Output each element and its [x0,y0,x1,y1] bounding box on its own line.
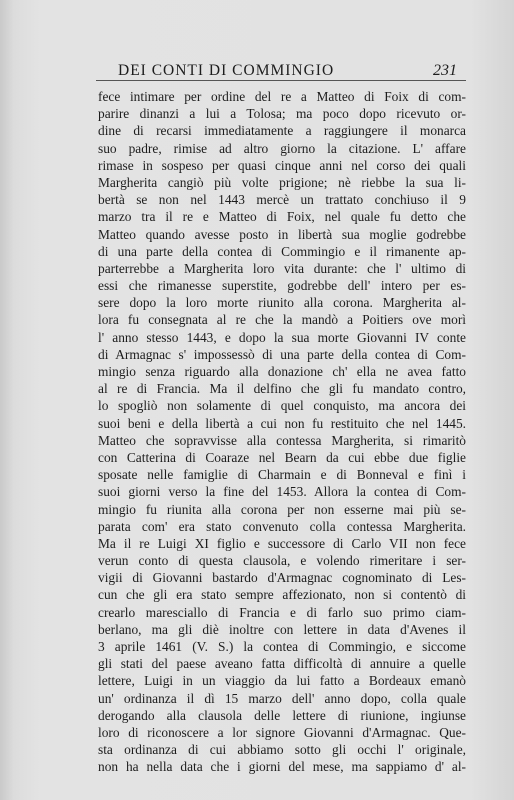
text-line: suoi giorni verso la fine del 1453. Allora la contea di Com- [98,484,466,500]
text-line: 3 aprile 1461 (V. S.) la contea di Commingio, e siccome [98,639,466,654]
text-line: marzo tra il re e Matteo di Foix, nel quale fu detto che [98,209,466,225]
text-line: parata com' era stato convenuto colla contessa Margherita. [98,518,466,534]
running-title: DEI CONTI DI COMMINGIO [118,62,335,79]
text-line: gli stati del paese aveano fatta difficoltà di annuire a quelle [98,656,466,672]
text-line: lettere, Luigi in un viaggio da lui fatto a Bordeaux emanò [98,673,466,689]
text-line: verun conto di questa clausola, e volendo rimeritare i ser- [98,553,466,569]
text-line: Margherita cangiò più volte prigione; nè riebbe la sua li- [98,174,466,190]
text-line: sta ordinanza di cui abbiamo sotto gli occhi l' originale, [98,742,466,758]
text-line: Matteo quando avesse posto in libertà sua moglie godrebbe [98,226,466,242]
text-line: fece intimare per ordine del re a Matteo di Foix di com- [98,89,466,104]
text-line: essi che rimanesse superstite, godrebbe dell' intero per es- [98,278,466,294]
text-line: cun che gli era stato sempre affezionato, non si contentò di [98,587,466,603]
text-line: un' ordinanza il dì 15 marzo dell' anno dopo, colla quale [98,690,466,706]
text-line: sere dopo la loro morte riunito alla corona. Margherita al- [98,295,466,311]
text-line: con Catterina di Coaraze nel Bearn da cui ebbe due figlie [98,449,466,465]
text-line: lo spogliò non solamente di quel conquisto, ma ancora dei [98,398,466,414]
text-line: rimase in sospeso per quasi cinque anni nel corso dei quali [98,157,466,173]
text-line: di Armagnac s' impossessò di una parte della contea di Com- [98,346,466,362]
text-line: mingio senza riguardo alla donazione ch' ella ne avea fatto [98,364,466,379]
text-line: lora fu consegnata al re che la mandò a Poitiers ove morì [98,312,466,328]
text-line: Matteo che sopravvisse alla contessa Margherita, si rimaritò [98,432,466,448]
text-line: parterrebbe a Margherita loro vita durante: che l' ultimo di [98,260,466,276]
page-number: 231 [433,62,457,79]
header-rule [96,80,466,81]
text-line: non ha nella data che i giorni del mese, ma sappiamo d' al- [98,759,466,775]
text-line: parire dinanzi a lui a Tolosa; ma poco dopo ricevuto or- [98,106,466,122]
text-line: sposate nelle famiglie di Charmain e di Bonneval e finì i [98,467,466,483]
text-line: Ma il re Luigi XI figlio e successore di Carlo VII non fece [98,535,466,551]
text-line: mingio fu riunita alla corona per non esserne mai più se- [98,501,466,517]
text-line: loro di riconoscere a lor signore Giovanni d'Armagnac. Que- [98,724,466,740]
text-line: derogando alla clausola delle lettere di riunione, ingiunse [98,707,466,723]
body-text [98,88,466,776]
text-line: al re di Francia. Ma il delfino che gli fu mandato contro, [98,381,466,397]
text-line: dine di recarsi immediatamente a raggiungere il monarca [98,123,466,139]
text-line: suo padre, rimise ad altro giorno la citazione. L' affare [98,140,466,156]
text-line: di una parte della contea di Commingio e il rimanente ap- [98,243,466,259]
text-line: l' anno stesso 1443, e dopo la sua morte Giovanni IV conte [98,329,466,345]
text-line: crearlo maresciallo di Francia e di farlo suo primo ciam- [98,604,466,620]
text-line: vigii di Giovanni bastardo d'Armagnac cognominato di Les- [98,570,466,586]
text-line: suoi beni e della libertà a cui non fu restituito che nel 1445. [98,415,466,431]
text-line: bertà se non nel 1443 mercè un trattato conchiuso il 9 [98,192,466,208]
text-line: berlano, ma gli diè inoltre con lettere in data d'Avenes il [98,621,466,637]
